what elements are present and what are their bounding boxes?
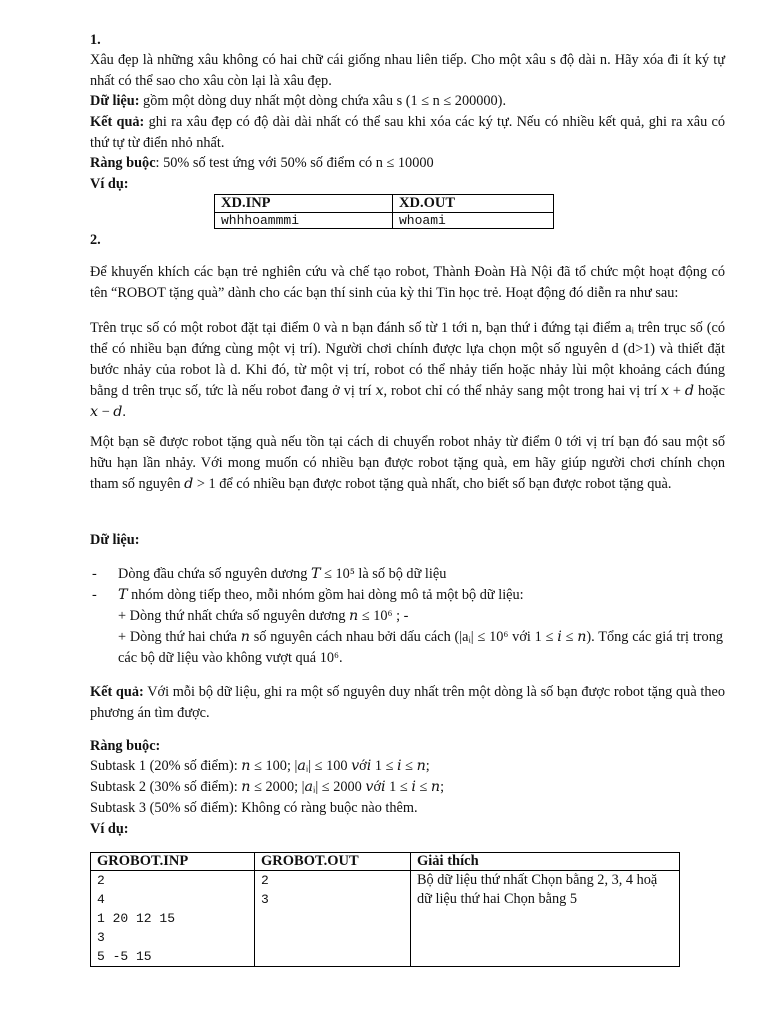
problem-1-constraint [90,153,725,174]
table-header: Giải thích [411,853,680,871]
input-item: 𝑇 nhóm dòng tiếp theo, mỗi nhóm gồm hai dòng mô tả một bộ dữ liệu: [118,587,524,603]
constraint-text: : 50% số test ứng với 50% số điểm có n ≤ 10000 [155,155,434,171]
output-text: Với mỗi bộ dữ liệu, ghi ra một số nguyên duy nhất trên một dòng là số bạn được robot tặng quà theo phương án tìm được. [90,684,725,721]
problem-1-output [90,112,725,154]
inp-line: 4 [97,892,105,907]
table-row [215,213,554,229]
subtask-line: Subtask 1 (20% số điểm): 𝑛 ≤ 100; |𝑎ᵢ| ≤ 100 𝑣ớ𝑖 1 ≤ 𝑖 ≤ 𝑛; [90,758,430,774]
problem-2-constraint-label: Ràng buộc: [90,738,161,754]
table-cell-explain [411,871,680,967]
inp-line: 2 [97,873,105,888]
input-sub-item: + Dòng thứ hai chứa 𝑛 số nguyên cách nhau bởi dấu cách (|aᵢ| ≤ 10⁶ với 1 ≤ 𝑖 ≤ 𝑛). Tổng các giá trị trong các bộ dữ liệu vào không vượt quá 10⁶. [118,629,723,666]
table-cell-out [255,871,411,967]
table-header: GROBOT.OUT [255,853,411,871]
problem-1-intro: Xâu đẹp là những xâu không có hai chữ cái giống nhau liên tiếp. Cho một xâu s độ dài n. Hãy xóa đi ít ký tự nhất có thể sao cho xâu còn lại là xâu đẹp. [90,52,725,89]
constraint-label: Ràng buộc [90,155,156,171]
table-header: XD.OUT [393,195,554,213]
bullet-dash-icon: - [92,566,97,582]
bullet-dash-icon: - [92,587,97,603]
problem-1-input [90,91,725,112]
subtask-line: Subtask 3 (50% số điểm): Không có ràng buộc nào thêm. [90,800,418,816]
problem-2-output [90,682,725,724]
xd-example-table [214,194,554,229]
input-text: gồm một dòng duy nhất một dòng chứa xâu s (1 ≤ n ≤ 200000). [139,93,507,109]
problem-2-para-2: Trên trục số có một robot đặt tại điểm 0 và n bạn đánh số từ 1 tới n, bạn thứ i đứng tại điểm aᵢ trên trục số (có thể có nhiều bạn đứng cùng một vị trí). Người chơi chính được lựa chọn một số nguyên d (d>1) và thiết đặt bước nhảy của robot là d. Khi đó, từ một vị trí, robot có thể nhảy tiến hoặc nhảy lùi một khoảng cách đúng bằng d trên trục số, tức là nếu robot đang ở vị trí 𝑥, robot chỉ có thể nhảy sang một trong hai vị trí 𝑥 + 𝑑 hoặc 𝑥 − 𝑑. [90,320,725,420]
subtask-line: Subtask 2 (30% số điểm): 𝑛 ≤ 2000; |𝑎ᵢ| ≤ 2000 𝑣ớ𝑖 1 ≤ 𝑖 ≤ 𝑛; [90,779,445,795]
problem-2-input-label: Dữ liệu: [90,532,140,548]
out-line: 3 [261,892,269,907]
table-row [91,871,680,967]
problem-1-number: 1. [90,32,101,48]
table-header-row [91,853,680,871]
input-label: Dữ liệu: [90,93,140,109]
output-label: Kết quả: [90,684,144,700]
table-cell: whoami [393,213,554,229]
problem-1-example-label: Ví dụ: [90,176,129,192]
table-cell-inp [91,871,255,967]
input-sub-item: + Dòng thứ nhất chứa số nguyên dương 𝑛 ≤ 10⁶ ; - [118,608,409,624]
table-cell: whhhoammmi [215,213,393,229]
inp-line: 1 20 12 15 [97,911,176,926]
table-header: GROBOT.INP [91,853,255,871]
problem-2-para-3: Một bạn sẽ được robot tặng quà nếu tồn tại cách di chuyển robot nhảy từ điểm 0 tới vị trí bạn đó sau một số hữu hạn lần nhảy. Với mong muốn có nhiều bạn được robot tặng quà, em hãy giúp người chơi chính chọn tham số nguyên 𝑑 > 1 để có nhiều bạn được robot tặng quà nhất, cho biết số bạn được robot tặng quà. [90,434,725,492]
output-label: Kết quả: [90,114,145,130]
explain-line: dữ liệu thứ hai Chọn bằng 5 [417,891,578,907]
output-text: ghi ra xâu đẹp có độ dài dài nhất có thể sau khi xóa các ký tự. Nếu có nhiều kết quả, ghi ra xâu có thứ tự từ điển nhỏ nhất. [90,114,725,151]
inp-line: 5 -5 15 [97,949,152,964]
table-header-row [215,195,554,213]
explain-line: Bộ dữ liệu thứ nhất Chọn bằng 2, 3, 4 hoặ [417,872,658,888]
problem-2-example-label: Ví dụ: [90,821,129,837]
grobot-example-table [90,852,680,967]
problem-2-number: 2. [90,232,101,248]
inp-line: 3 [97,930,105,945]
out-line: 2 [261,873,269,888]
table-header: XD.INP [215,195,393,213]
problem-2-para-1: Để khuyến khích các bạn trẻ nghiên cứu và chế tạo robot, Thành Đoàn Hà Nội đã tổ chức một hoạt động có tên “ROBOT tặng quà” dành cho các bạn thí sinh của kỳ thi Tin học trẻ. Hoạt động đó diễn ra như sau: [90,264,725,301]
input-item: Dòng đầu chứa số nguyên dương 𝑇 ≤ 10⁵ là số bộ dữ liệu [118,566,447,582]
